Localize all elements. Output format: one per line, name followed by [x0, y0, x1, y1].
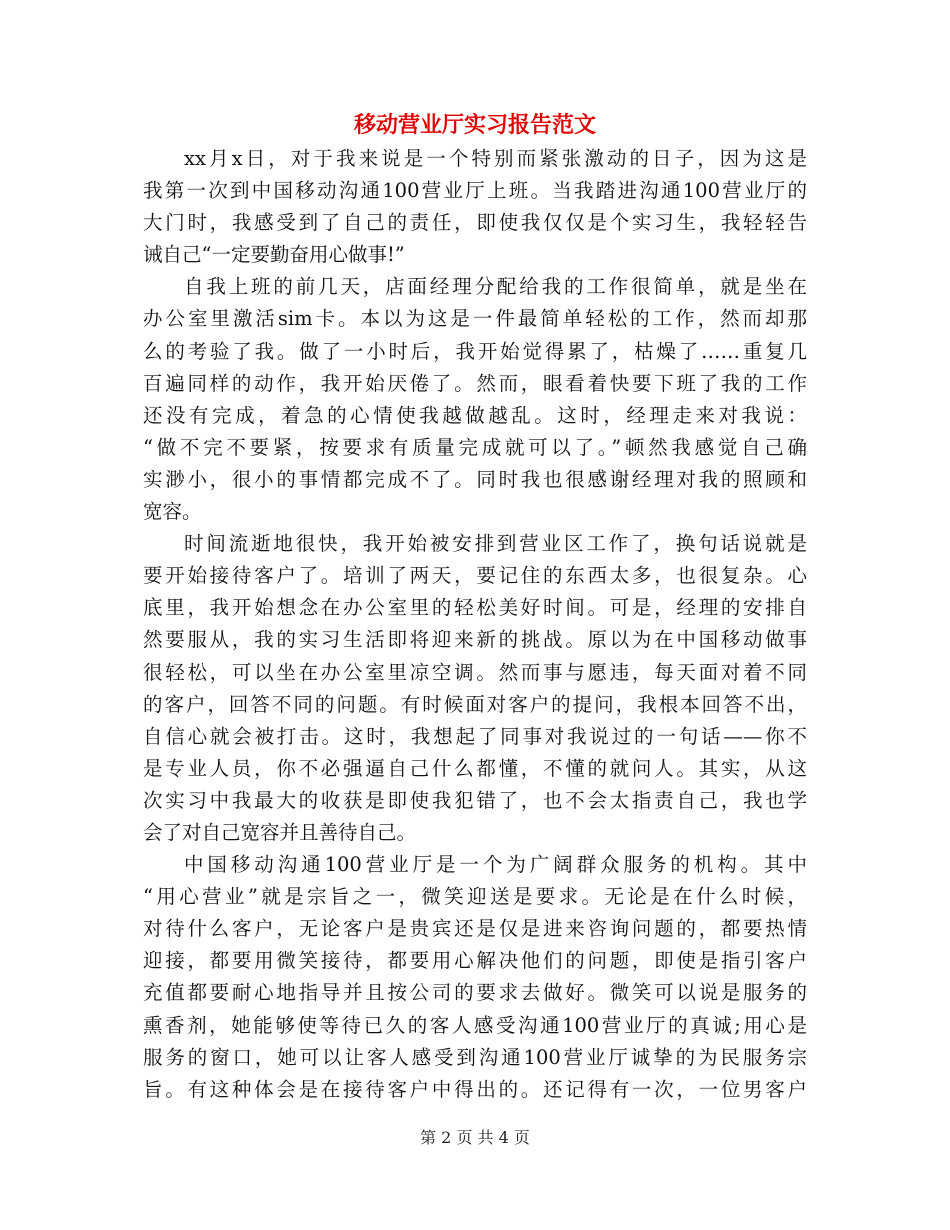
text-line: 次实习中我最大的收获是即使我犯错了，也不会太指责自己，我也学: [143, 788, 807, 812]
text-line: 对待什么客户，无论客户是贵宾还是仅是进来咨询问题的，都要热情: [143, 917, 807, 941]
document-title: 移动营业厅实习报告范文: [353, 113, 596, 138]
text-line: 大门时，我感受到了自己的责任，即使我仅仅是个实习生，我轻轻告: [143, 211, 807, 235]
text-line: 么的考验了我。做了一小时后，我开始觉得累了，枯燥了……重复几: [143, 339, 807, 363]
text-line: 熏香剂，她能够使等待已久的客人感受沟通100营业厅的真诚;用心是: [143, 1013, 807, 1037]
text-line: 办公室里激活sim卡。本以为这是一件最简单轻松的工作，然而却那: [143, 307, 807, 331]
paragraph: [143, 849, 807, 1106]
text-line: 时间流逝地很快，我开始被安排到营业区工作了，换句话说就是: [184, 532, 807, 556]
text-line: 百遍同样的动作，我开始厌倦了。然而，眼看着快要下班了我的工作: [143, 371, 807, 395]
text-line: 宽容。: [143, 500, 202, 524]
paragraph: [143, 271, 807, 528]
text-line: 自我上班的前几天，店面经理分配给我的工作很简单，就是坐在: [184, 275, 807, 299]
text-line: 要开始接待客户了。培训了两天，要记住的东西太多，也很复杂。心: [143, 564, 807, 588]
text-line: 自信心就会被打击。这时，我想起了同事对我说过的一句话——你不: [143, 724, 807, 748]
text-line: 中国移动沟通100营业厅是一个为广阔群众服务的机构。其中: [184, 853, 807, 877]
text-line: 旨。有这种体会是在接待客户中得出的。还记得有一次，一位男客户: [143, 1077, 807, 1101]
text-line: 我第一次到中国移动沟通100营业厅上班。当我踏进沟通100营业厅的: [143, 179, 807, 203]
text-line: 然要服从，我的实习生活即将迎来新的挑战。原以为在中国移动做事: [143, 628, 807, 652]
paragraph: [143, 528, 807, 849]
text-line: xx月x日，对于我来说是一个特别而紧张激动的日子，因为这是: [184, 147, 807, 170]
text-line: 服务的窗口，她可以让客人感受到沟通100营业厅诚挚的为民服务宗: [143, 1045, 807, 1069]
text-line: 很轻松，可以坐在办公室里凉空调。然而事与愿违，每天面对着不同: [143, 660, 807, 684]
text-line: 会了对自己宽容并且善待自己。: [143, 820, 417, 844]
page-number-footer: 第 2 页 共 4 页: [420, 1128, 530, 1147]
text-line: 的客户，回答不同的问题。有时候面对客户的提问，我根本回答不出，: [143, 692, 807, 716]
text-line: 充值都要耐心地指导并且按公司的要求去做好。微笑可以说是服务的: [143, 981, 807, 1005]
text-line: 还没有完成，着急的心情使我越做越乱。这时，经理走来对我说：: [143, 403, 807, 427]
document-body: [143, 143, 807, 1106]
text-line: “做不完不要紧，按要求有质量完成就可以了。”顿然我感觉自己确: [143, 435, 807, 459]
text-line: 诫自己“一定要勤奋用心做事!”: [143, 243, 405, 267]
text-line: 底里，我开始想念在办公室里的轻松美好时间。可是，经理的安排自: [143, 596, 807, 620]
paragraph: [143, 143, 807, 271]
text-line: “用心营业”就是宗旨之一，微笑迎送是要求。无论是在什么时候，: [143, 885, 807, 909]
text-line: 迎接，都要用微笑接待，都要用心解决他们的问题，即使是指引客户: [143, 949, 807, 973]
text-line: 是专业人员，你不必强逼自己什么都懂，不懂的就问人。其实，从这: [143, 756, 807, 780]
text-line: 实渺小，很小的事情都完成不了。同时我也很感谢经理对我的照顾和: [143, 467, 807, 491]
